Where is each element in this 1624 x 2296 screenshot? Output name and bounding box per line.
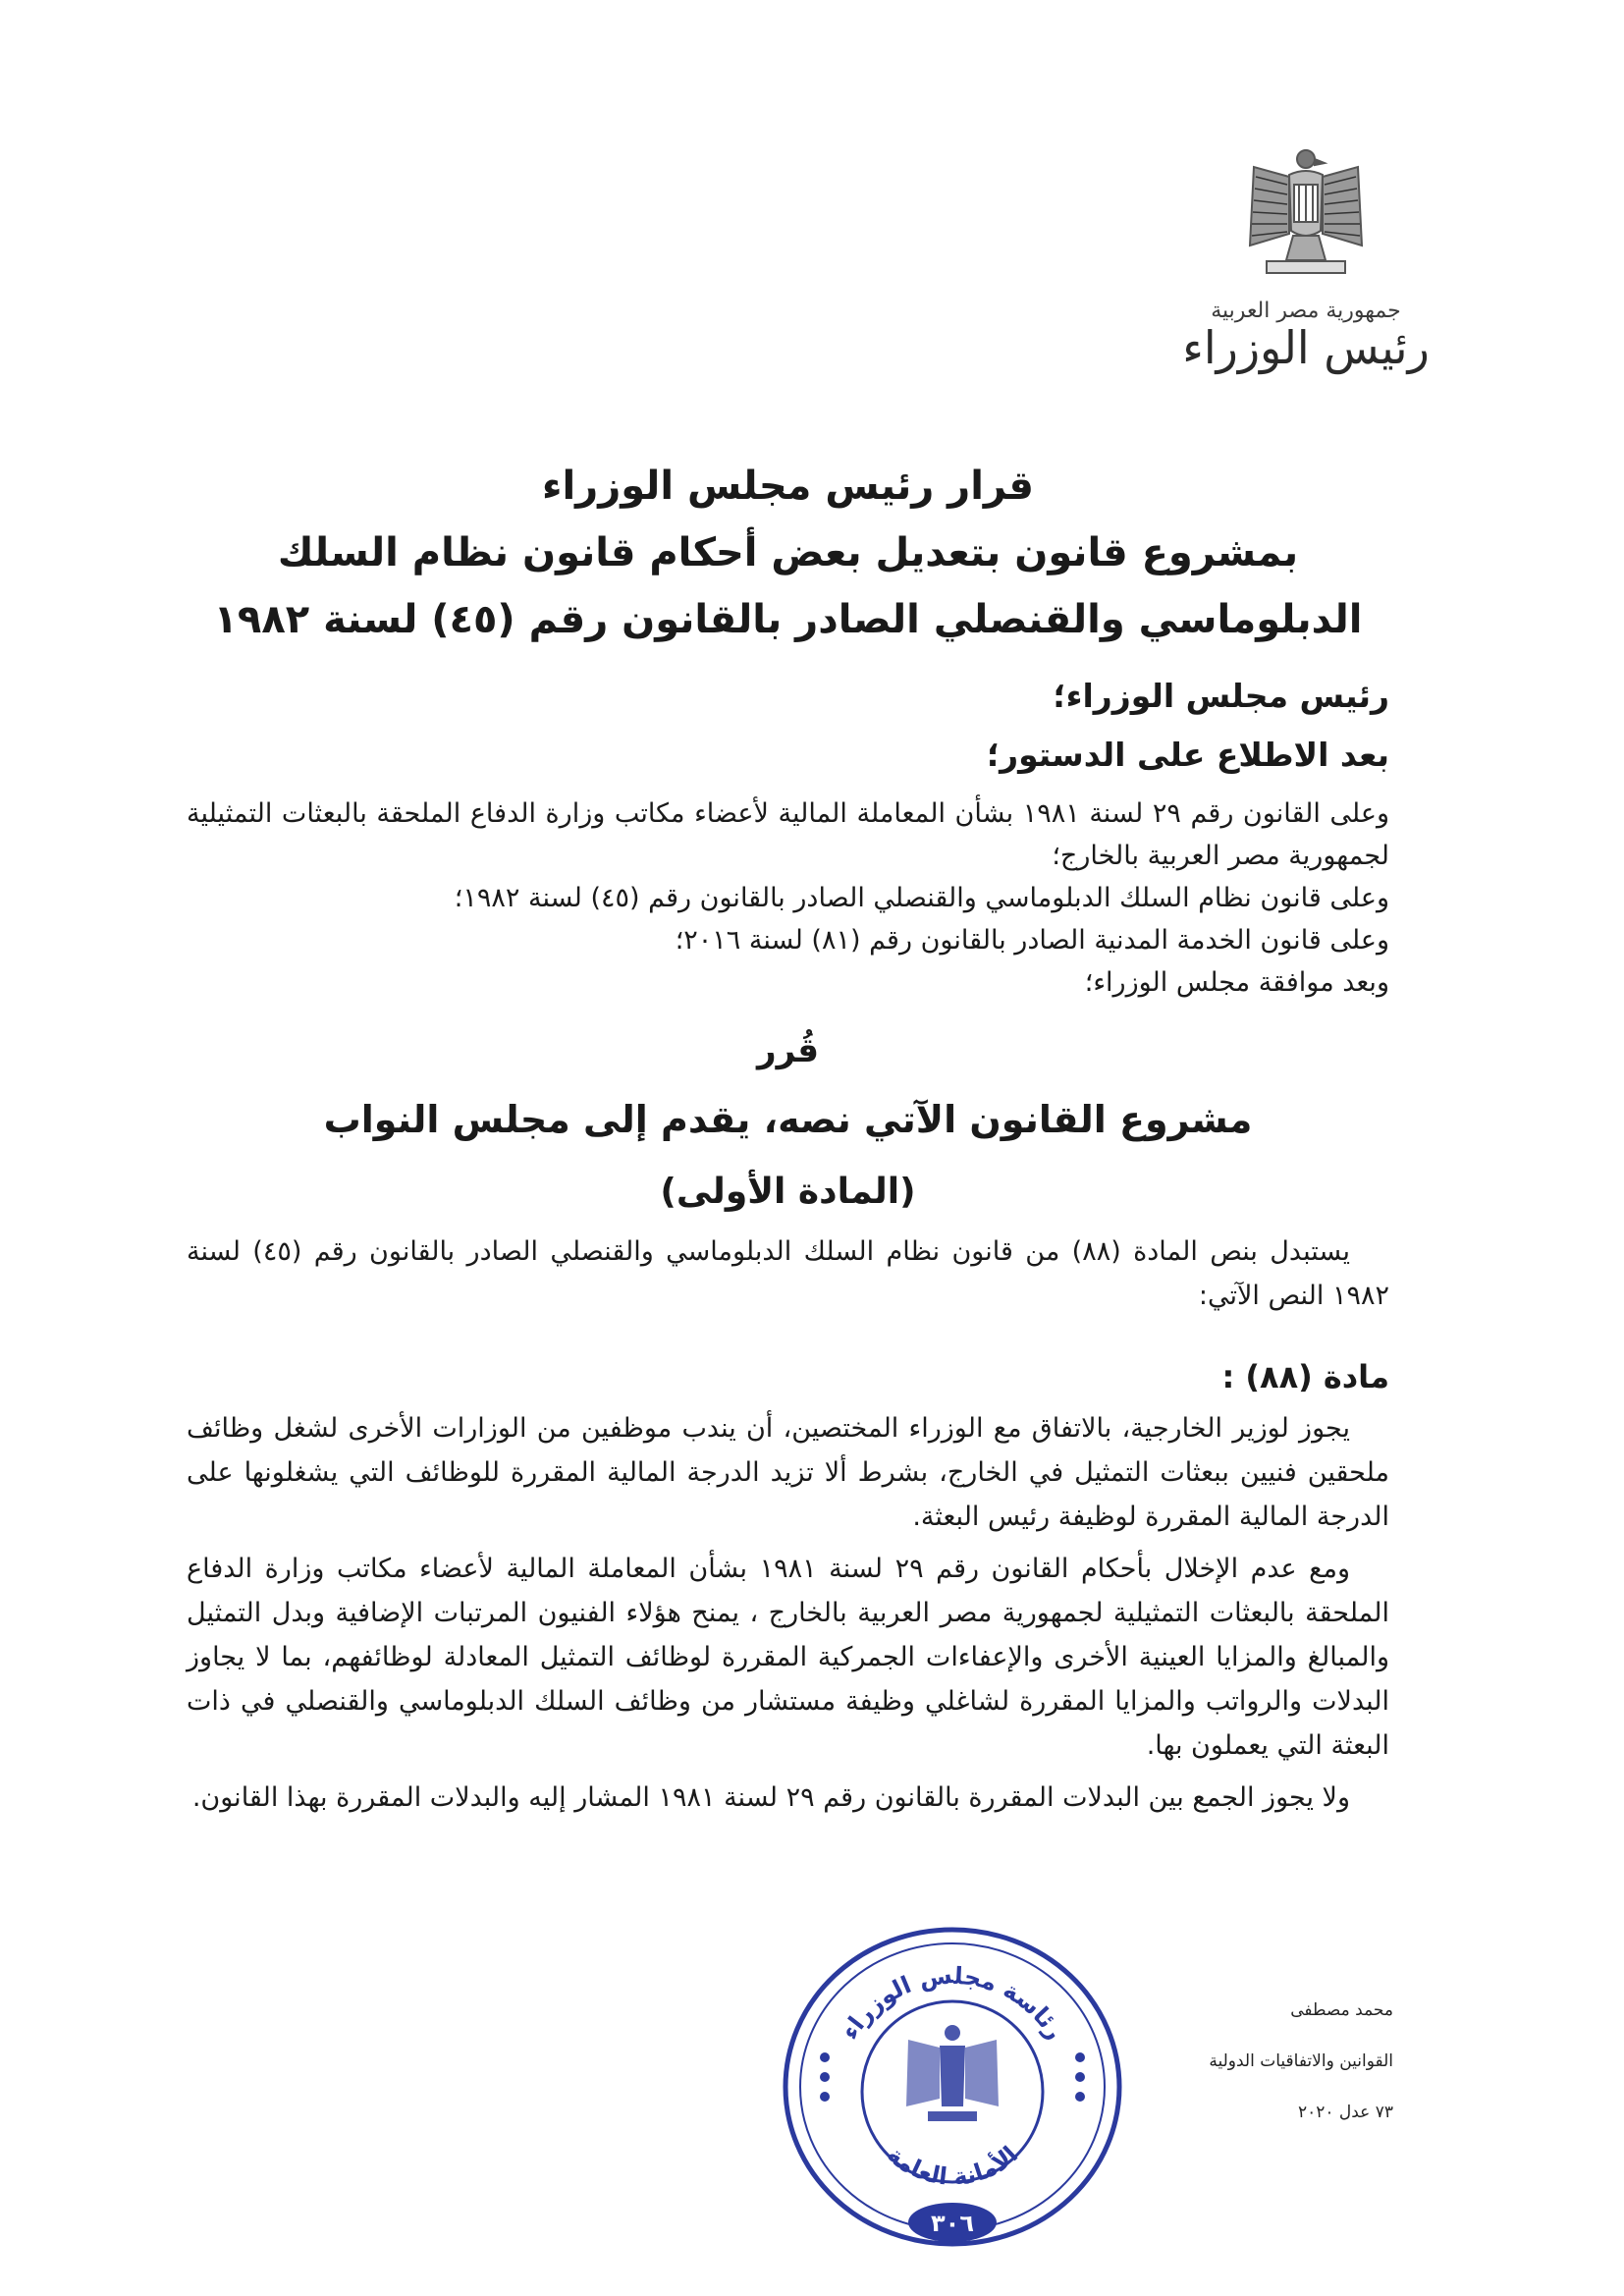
issuer-heading: رئيس مجلس الوزراء؛ bbox=[1053, 677, 1389, 715]
recital-law-45: وعلى قانون نظام السلك الدبلوماسي والقنصلي الصادر بالقانون رقم (٤٥) لسنة ١٩٨٢؛ bbox=[454, 883, 1389, 913]
recital-law-81: وعلى قانون الخدمة المدنية الصادر بالقانون رقم (٨١) لسنة ٢٠١٦؛ bbox=[675, 925, 1389, 956]
draft-law-heading: مشروع القانون الآتي نصه، يقدم إلى مجلس النواب bbox=[323, 1098, 1253, 1141]
official-stamp bbox=[771, 1910, 1134, 2264]
decree-subtitle-line2: الدبلوماسي والقنصلي الصادر بالقانون رقم (٤٥) لسنة ١٩٨٢ bbox=[213, 597, 1363, 642]
footer-notes bbox=[1099, 1994, 1393, 2129]
stamp-bottom-text: الأمانة العامة bbox=[881, 2140, 1024, 2191]
letterhead-office: رئيس الوزراء bbox=[1182, 321, 1430, 374]
svg-text:الأمانة العامة bbox=[882, 2141, 1023, 2191]
letterhead-country: جمهورية مصر العربية bbox=[1211, 299, 1401, 323]
letterhead bbox=[1178, 137, 1434, 432]
stamp-number: ٣٠٦ bbox=[931, 2210, 974, 2237]
footer-department: القوانين والاتفاقيات الدولية bbox=[1209, 2051, 1393, 2071]
footer-name: محمد مصطفى bbox=[1290, 2000, 1393, 2020]
recital-cabinet-approval: وبعد موافقة مجلس الوزراء؛ bbox=[1084, 967, 1389, 998]
document-body bbox=[187, 466, 1389, 1820]
stamp-top-text: رئاسة مجلس الوزراء bbox=[836, 1961, 1069, 2045]
decree-title: قرار رئيس مجلس الوزراء bbox=[542, 464, 1034, 509]
recital-law-29: وعلى القانون رقم ٢٩ لسنة ١٩٨١ بشأن المعاملة المالية لأعضاء مكاتب وزارة الدفاع الملحقة بالبعثات التمثيلية لجمهورية مصر العربية بالخارج؛ bbox=[187, 798, 1389, 871]
article-one-heading: (المادة الأولى) bbox=[660, 1172, 916, 1212]
article-one-text: يستبدل بنص المادة (٨٨) من قانون نظام السلك الدبلوماسي والقنصلي الصادر بالقانون رقم (٤٥) لسنة ١٩٨٢ النص الآتي: bbox=[187, 1236, 1389, 1311]
article-88-paragraph: ومع عدم الإخلال بأحكام القانون رقم ٢٩ لسنة ١٩٨١ بشأن المعاملة المالية لأعضاء مكاتب وزارة الدفاع الملحقة بالبعثات التمثيلية لجمهورية مصر العربية بالخارج ، يمنح هؤلاء الفنيون المرتبات الإضافية وبدل التمثيل والمبالغ والمزايا العينية الأخرى والإعفاءات الجمركية المقررة لوظائف التمثيل المعادلة لوظائفهم، بما لا يجاوز البدلات والرواتب والمزايا المقررة لشاغلي وظيفة مستشار من وظائف السلك الدبلوماسي والقنصلي في ذات البعثة التي يعملون بها. bbox=[187, 1554, 1389, 1761]
article-88-heading: مادة (٨٨) : bbox=[1221, 1358, 1389, 1395]
article-88-paragraph: يجوز لوزير الخارجية، بالاتفاق مع الوزراء المختصين، أن يندب موظفين من الوزارات الأخرى لشغل وظائف ملحقين فنيين ببعثات التمثيل في الخارج، بشرط ألا تزيد الدرجة المالية المقررة للوظائف التي يشغلونها على الدرجة المالية المقررة لوظيفة رئيس البعثة. bbox=[187, 1413, 1389, 1532]
stamp-eagle-icon bbox=[906, 2025, 999, 2121]
footer-reference: ٧٣ عدل ٢٠٢٠ bbox=[1297, 2103, 1393, 2122]
decree-subtitle-line1: بمشروع قانون بتعديل بعض أحكام قانون نظام السلك bbox=[277, 530, 1299, 575]
egypt-eagle-emblem-icon bbox=[1232, 137, 1380, 285]
decision-word: قُرر bbox=[757, 1031, 819, 1070]
article-88-paragraph: ولا يجوز الجمع بين البدلات المقررة بالقانون رقم ٢٩ لسنة ١٩٨١ المشار إليه والبدلات المقررة بهذا القانون. bbox=[191, 1782, 1350, 1813]
constitution-heading: بعد الاطلاع على الدستور؛ bbox=[986, 736, 1389, 774]
